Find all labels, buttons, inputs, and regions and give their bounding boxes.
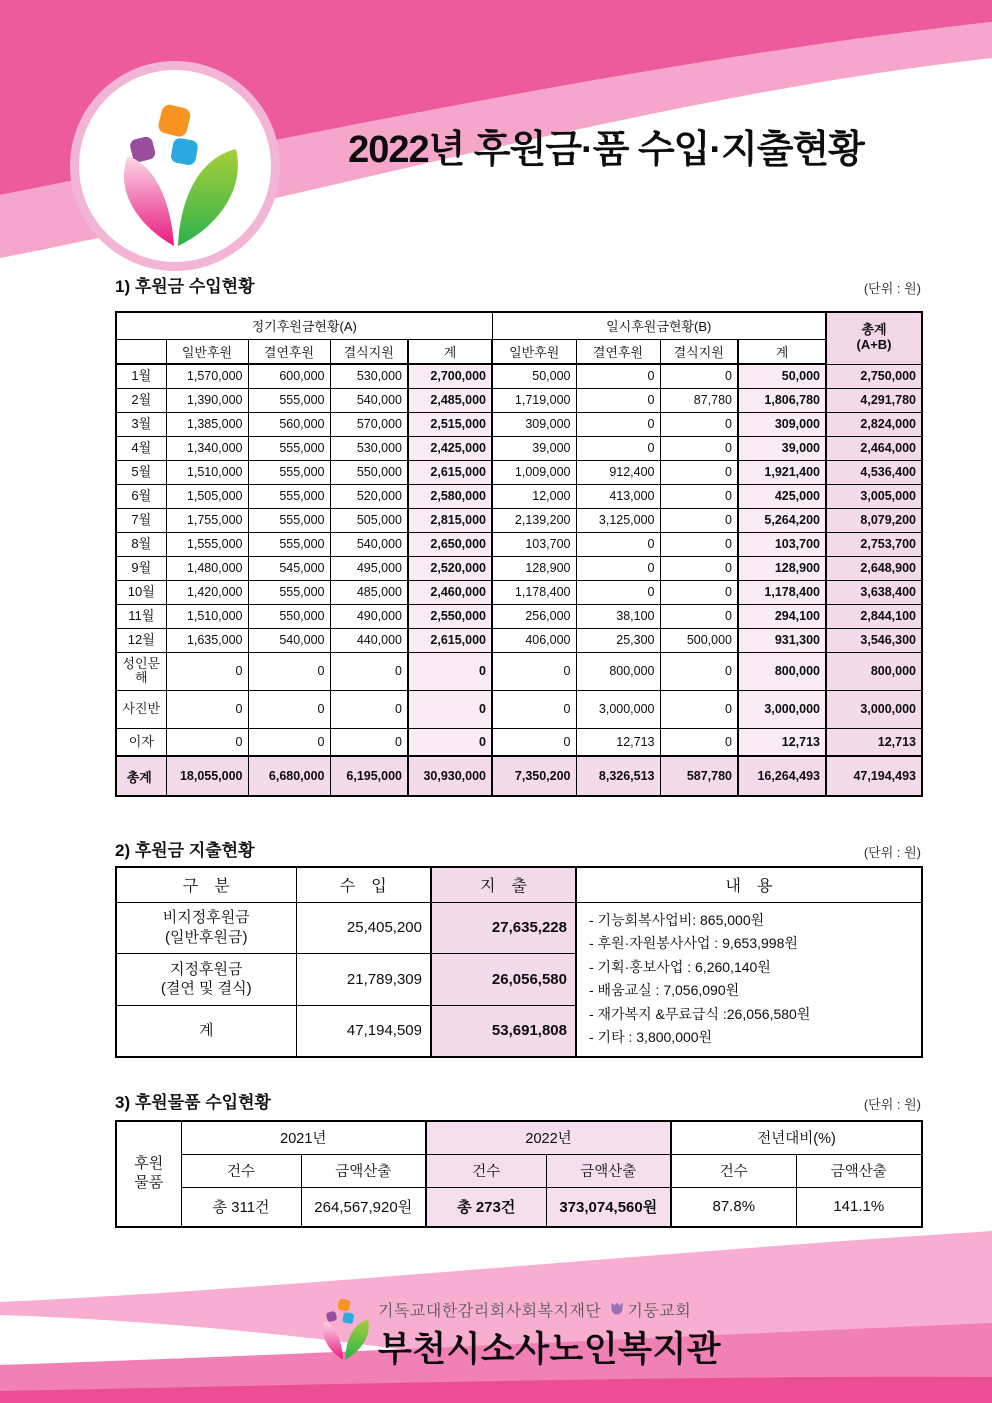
row-value: 0: [492, 728, 576, 756]
income-table-row: [116, 604, 922, 628]
row-value: 0: [660, 364, 738, 388]
row-value: 50,000: [492, 364, 576, 388]
row-value: 0: [660, 604, 738, 628]
row-value: 1,806,780: [738, 388, 826, 412]
row-value: 931,300: [738, 628, 826, 652]
income-value: 21,789,309: [296, 954, 431, 1006]
row-value: 550,000: [248, 604, 330, 628]
row-value: 38,100: [576, 604, 660, 628]
row-value: 309,000: [738, 412, 826, 436]
row-value: 2,648,900: [826, 556, 922, 580]
income-table-row: [116, 460, 922, 484]
group-ratio-header: 전년대비(%): [671, 1121, 922, 1154]
row-value: 0: [660, 484, 738, 508]
row-value: 2,615,000: [408, 460, 492, 484]
section1-unit-label: (단위 : 원): [863, 281, 921, 296]
section3-title: 3) 후원물품 수입현황: [115, 1093, 271, 1112]
row-value: 1,921,400: [738, 460, 826, 484]
income-total-row: [116, 756, 922, 796]
count-ratio: 87.8%: [671, 1187, 796, 1227]
row-value: 545,000: [248, 556, 330, 580]
row-label-line2: (일반후원금): [165, 928, 248, 946]
org-logo-circle: [70, 61, 280, 271]
row-value: 425,000: [738, 484, 826, 508]
row-value: 0: [660, 532, 738, 556]
page-title: 2022년 후원금·품 수입·지출현황: [348, 129, 864, 171]
income-table-row: [116, 364, 922, 388]
row-label-line1: 지정후원금: [170, 960, 243, 978]
total-cell: 8,326,513: [576, 756, 660, 796]
row-value: 0: [660, 460, 738, 484]
row-value: 1,420,000: [166, 580, 248, 604]
row-value: 1,178,400: [738, 580, 826, 604]
row-value: 2,750,000: [826, 364, 922, 388]
row-value: 2,580,000: [408, 484, 492, 508]
row-value: 25,300: [576, 628, 660, 652]
footer-foundation-line: [378, 1298, 721, 1320]
row-value: 0: [330, 728, 408, 756]
income-value: 47,194,509: [296, 1005, 431, 1057]
column-header-row: [116, 339, 922, 364]
row-value: 103,700: [492, 532, 576, 556]
row-value: 2,464,000: [826, 436, 922, 460]
row-value: 1,505,000: [166, 484, 248, 508]
row-value: 1,555,000: [166, 532, 248, 556]
row-value: 1,340,000: [166, 436, 248, 460]
group-a-header: 정기후원금현황(A): [116, 312, 492, 339]
row-value: 0: [330, 690, 408, 728]
row-value: 495,000: [330, 556, 408, 580]
row-value: 0: [576, 532, 660, 556]
header-expense: 지 출: [431, 867, 576, 902]
row-value: 555,000: [248, 388, 330, 412]
row-value: 505,000: [330, 508, 408, 532]
row-value: 800,000: [576, 652, 660, 690]
blank-corner-cell: [116, 339, 166, 364]
section2-unit-label: (단위 : 원): [863, 845, 921, 860]
row-value: 1,385,000: [166, 412, 248, 436]
amount-2022: 373,074,560원: [546, 1187, 671, 1227]
row-value: 540,000: [330, 388, 408, 412]
row-value: 1,480,000: [166, 556, 248, 580]
row-value: 294,100: [738, 604, 826, 628]
row-value: 555,000: [248, 508, 330, 532]
row-value: 413,000: [576, 484, 660, 508]
row-value: 0: [166, 690, 248, 728]
count-2021: 총 311건: [181, 1187, 301, 1227]
row-value: 2,139,200: [492, 508, 576, 532]
row-value: 0: [660, 690, 738, 728]
row-value: 0: [492, 690, 576, 728]
income-table-row: [116, 532, 922, 556]
row-value: 500,000: [660, 628, 738, 652]
group-b-header: 일시후원금현황(B): [492, 312, 826, 339]
row-value: 1,390,000: [166, 388, 248, 412]
row-value: 2,824,000: [826, 412, 922, 436]
row-label: 8월: [116, 532, 166, 556]
expenditure-row: [116, 902, 922, 954]
row-value: 0: [660, 652, 738, 690]
row-value: 2,700,000: [408, 364, 492, 388]
row-label: 계: [116, 1005, 296, 1057]
row-value: 2,815,000: [408, 508, 492, 532]
row-value: 12,713: [826, 728, 922, 756]
row-label: 7월: [116, 508, 166, 532]
row-value: 3,125,000: [576, 508, 660, 532]
row-value: 0: [660, 580, 738, 604]
section2-title: 2) 후원금 지출현황: [115, 841, 255, 860]
row-value: 0: [492, 652, 576, 690]
detail-line: - 후원·자원봉사사업 : 9,653,998원: [589, 935, 798, 952]
row-value: 2,485,000: [408, 388, 492, 412]
row-value: 12,713: [738, 728, 826, 756]
col-header: 결연후원: [248, 339, 330, 364]
total-cell: 6,680,000: [248, 756, 330, 796]
col-header: 계: [408, 339, 492, 364]
income-table-row: [116, 484, 922, 508]
row-value: 2,425,000: [408, 436, 492, 460]
row-value: 570,000: [330, 412, 408, 436]
row-label: 6월: [116, 484, 166, 508]
row-value: 128,900: [738, 556, 826, 580]
group-2021-header: 2021년: [181, 1121, 426, 1154]
sub-header-amount: 금액산출: [796, 1154, 922, 1187]
row-value: 2,615,000: [408, 628, 492, 652]
row-value: 12,713: [576, 728, 660, 756]
org-logo-icon-small: [320, 1298, 370, 1362]
income-table-row: [116, 388, 922, 412]
group-header-row: [116, 312, 922, 339]
foundation-name: 기독교대한감리회사회복지재단: [378, 1302, 602, 1320]
row-value: 555,000: [248, 580, 330, 604]
header-gubun: 구 분: [116, 867, 296, 902]
section1-heading-row: [115, 272, 921, 297]
row-value: 0: [166, 728, 248, 756]
section3-unit-label: (단위 : 원): [863, 1097, 921, 1112]
row-label-line2: (결연 및 결식): [160, 980, 252, 998]
row-value: 555,000: [248, 532, 330, 556]
row-value: 0: [660, 508, 738, 532]
row-value: 0: [248, 728, 330, 756]
row-value: 50,000: [738, 364, 826, 388]
amount-2021: 264,567,920원: [301, 1187, 426, 1227]
amount-ratio: 141.1%: [796, 1187, 922, 1227]
row-value: 490,000: [330, 604, 408, 628]
row-value: 3,000,000: [826, 690, 922, 728]
row-value: 0: [408, 652, 492, 690]
row-label: [116, 954, 296, 1006]
row-value: 555,000: [248, 460, 330, 484]
section1-title: 1) 후원금 수입현황: [115, 277, 255, 296]
count-2022: 총 273건: [426, 1187, 546, 1227]
row-value: 2,550,000: [408, 604, 492, 628]
row-label: 12월: [116, 628, 166, 652]
row-value: 550,000: [330, 460, 408, 484]
row-value: 2,753,700: [826, 532, 922, 556]
organization-name: 부천시소사노인복지관: [378, 1330, 722, 1369]
row-value: 0: [660, 556, 738, 580]
row-value: 4,536,400: [826, 460, 922, 484]
row-value: 1,178,400: [492, 580, 576, 604]
detail-line: - 기타 : 3,800,000원: [589, 1029, 713, 1046]
row-value: 0: [660, 728, 738, 756]
sub-header-amount: 금액산출: [546, 1154, 671, 1187]
col-header: 결연후원: [576, 339, 660, 364]
total-cell: 587,780: [660, 756, 738, 796]
expense-value: 53,691,808: [431, 1005, 576, 1057]
col-header: 일반후원: [166, 339, 248, 364]
row-label: 1월: [116, 364, 166, 388]
gidung-church-logo-icon: [609, 1301, 625, 1317]
section2-heading-row: [115, 836, 921, 861]
income-table-row: [116, 628, 922, 652]
row-value: 0: [166, 652, 248, 690]
row-value: 0: [576, 556, 660, 580]
grand-total-label: 총계: [861, 322, 887, 338]
income-table-row: [116, 508, 922, 532]
row-value: 1,009,000: [492, 460, 576, 484]
donation-income-table: [115, 311, 923, 797]
income-table-row: [116, 412, 922, 436]
total-cell: 30,930,000: [408, 756, 492, 796]
row-value: 1,635,000: [166, 628, 248, 652]
row-value: 103,700: [738, 532, 826, 556]
row-value: 2,460,000: [408, 580, 492, 604]
sub-header-count: 건수: [671, 1154, 796, 1187]
sub-header-amount: 금액산출: [301, 1154, 426, 1187]
income-table-row: [116, 652, 922, 690]
footer-brand: [320, 1298, 721, 1372]
row-value: 530,000: [330, 436, 408, 460]
church-name: 기둥교회: [627, 1302, 692, 1320]
income-value: 25,405,200: [296, 902, 431, 954]
row-value: 1,755,000: [166, 508, 248, 532]
row-value: 39,000: [738, 436, 826, 460]
row-value: 0: [576, 388, 660, 412]
sub-header-count: 건수: [426, 1154, 546, 1187]
row-value: 0: [576, 364, 660, 388]
expense-value: 26,056,580: [431, 954, 576, 1006]
row-value: 0: [660, 436, 738, 460]
income-table-row: [116, 728, 922, 756]
row-label: 10월: [116, 580, 166, 604]
row-value: 800,000: [826, 652, 922, 690]
row-label: 11월: [116, 604, 166, 628]
income-table-row: [116, 556, 922, 580]
row-value: 2,844,100: [826, 604, 922, 628]
row-value: 600,000: [248, 364, 330, 388]
row-value: 0: [408, 690, 492, 728]
expenditure-header-row: [116, 867, 922, 902]
row-value: 0: [576, 436, 660, 460]
total-cell: 18,055,000: [166, 756, 248, 796]
row-value: 800,000: [738, 652, 826, 690]
row-label: [116, 902, 296, 954]
row-value: 0: [576, 580, 660, 604]
row-label: 성인문해: [116, 652, 166, 690]
row-header-line2: 물품: [134, 1174, 164, 1191]
row-value: 0: [576, 412, 660, 436]
expense-detail-list: [576, 902, 922, 1057]
row-value: 2,515,000: [408, 412, 492, 436]
row-value: 3,005,000: [826, 484, 922, 508]
row-label: 5월: [116, 460, 166, 484]
footer-text-block: [378, 1298, 721, 1372]
income-table-body: [116, 364, 922, 756]
row-label: 9월: [116, 556, 166, 580]
row-value: 8,079,200: [826, 508, 922, 532]
sub-header-count: 건수: [181, 1154, 301, 1187]
col-header: 일반후원: [492, 339, 576, 364]
row-value: 0: [408, 728, 492, 756]
total-cell: 47,194,493: [826, 756, 922, 796]
goods-sub-header-row: [116, 1154, 922, 1187]
detail-line: - 기획·홍보사업 : 6,260,140원: [589, 958, 771, 975]
row-value: 485,000: [330, 580, 408, 604]
goods-group-header-row: [116, 1121, 922, 1154]
row-value: 87,780: [660, 388, 738, 412]
total-cell: 6,195,000: [330, 756, 408, 796]
row-value: 530,000: [330, 364, 408, 388]
group-2022-header: 2022년: [426, 1121, 671, 1154]
row-header-line1: 후원: [134, 1155, 164, 1173]
income-table-row: [116, 580, 922, 604]
income-table-row: [116, 690, 922, 728]
row-value: 0: [660, 412, 738, 436]
header-detail: 내 용: [576, 867, 922, 902]
detail-line: - 기능회복사업비: 865,000원: [589, 911, 765, 928]
row-value: 555,000: [248, 436, 330, 460]
row-value: 3,638,400: [826, 580, 922, 604]
row-value: 256,000: [492, 604, 576, 628]
row-value: 0: [248, 652, 330, 690]
donation-expenditure-table: [115, 866, 923, 1058]
col-header: 계: [738, 339, 826, 364]
row-value: 3,000,000: [576, 690, 660, 728]
total-row-label: 총계: [116, 756, 166, 796]
row-value: 520,000: [330, 484, 408, 508]
expense-value: 27,635,228: [431, 902, 576, 954]
row-value: 540,000: [330, 532, 408, 556]
row-value: 2,520,000: [408, 556, 492, 580]
row-value: 0: [330, 652, 408, 690]
row-value: 39,000: [492, 436, 576, 460]
row-value: 5,264,200: [738, 508, 826, 532]
row-value: 0: [248, 690, 330, 728]
row-label: 2월: [116, 388, 166, 412]
total-cell: 7,350,200: [492, 756, 576, 796]
detail-line: - 재가복지 &무료급식 :26,056,580원: [589, 1005, 811, 1022]
row-value: 3,000,000: [738, 690, 826, 728]
row-value: 560,000: [248, 412, 330, 436]
row-value: 2,650,000: [408, 532, 492, 556]
section3-heading-row: [115, 1088, 921, 1113]
row-value: 912,400: [576, 460, 660, 484]
grand-total-header: [826, 312, 922, 364]
income-table-row: [116, 436, 922, 460]
row-value: 540,000: [248, 628, 330, 652]
row-value: 1,719,000: [492, 388, 576, 412]
row-value: 128,900: [492, 556, 576, 580]
row-value: 555,000: [248, 484, 330, 508]
row-label: 사진반: [116, 690, 166, 728]
row-value: 406,000: [492, 628, 576, 652]
header-income: 수 입: [296, 867, 431, 902]
col-header: 결식지원: [330, 339, 408, 364]
row-value: 440,000: [330, 628, 408, 652]
total-cell: 16,264,493: [738, 756, 826, 796]
row-label-line1: 비지정후원금: [162, 909, 250, 927]
row-value: 309,000: [492, 412, 576, 436]
grand-total-sub: (A+B): [856, 337, 892, 353]
row-label: 3월: [116, 412, 166, 436]
row-value: 1,510,000: [166, 460, 248, 484]
row-value: 4,291,780: [826, 388, 922, 412]
row-label: 4월: [116, 436, 166, 460]
row-value: 1,510,000: [166, 604, 248, 628]
detail-line: - 배움교실 : 7,056,090원: [589, 982, 740, 999]
row-label: 이자: [116, 728, 166, 756]
row-value: 3,546,300: [826, 628, 922, 652]
row-value: 12,000: [492, 484, 576, 508]
row-value: 1,570,000: [166, 364, 248, 388]
col-header: 결식지원: [660, 339, 738, 364]
